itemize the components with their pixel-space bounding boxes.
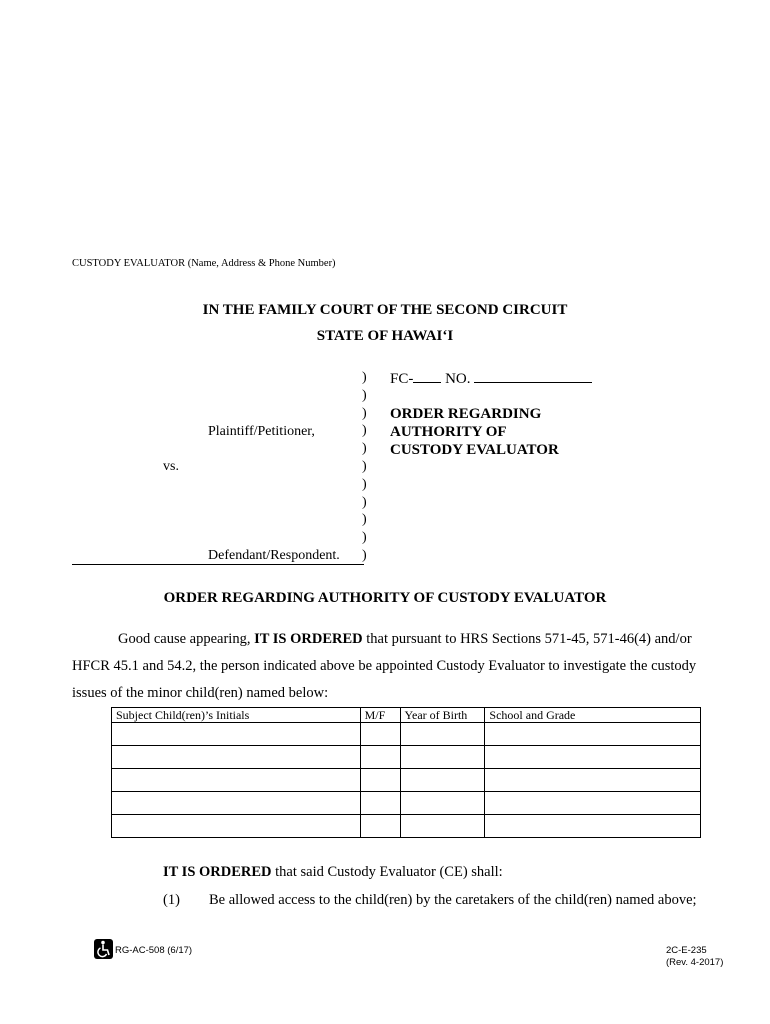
court-name: IN THE FAMILY COURT OF THE SECOND CIRCUIT (202, 302, 568, 318)
wheelchair-accessibility-icon (94, 939, 113, 959)
defendant-signature-line[interactable] (72, 564, 364, 565)
paren: ) (362, 547, 367, 563)
sex-cell[interactable] (360, 815, 400, 838)
birth-year-cell[interactable] (400, 746, 485, 769)
table-row (112, 746, 701, 769)
paren: ) (362, 512, 367, 528)
sex-cell[interactable] (360, 723, 400, 746)
caption-parentheses (362, 369, 367, 565)
birth-year-cell[interactable] (400, 792, 485, 815)
case-number (390, 369, 592, 388)
paren: ) (362, 530, 367, 546)
school-grade-cell[interactable] (485, 723, 701, 746)
initials-cell[interactable] (112, 815, 361, 838)
table-header-row (112, 708, 701, 723)
fc-prefix: FC- (390, 371, 414, 387)
fc-code-field[interactable] (413, 369, 441, 383)
order-title-line: AUTHORITY OF (390, 424, 507, 440)
ordered-rest: that said Custody Evaluator (CE) shall: (271, 864, 503, 880)
order-title-line: CUSTODY EVALUATOR (390, 442, 559, 458)
custody-evaluator-label: CUSTODY EVALUATOR (Name, Address & Phone Number) (72, 258, 336, 269)
paren: ) (362, 441, 367, 457)
plaintiff-label: Plaintiff/Petitioner, (208, 424, 315, 439)
form-number: RG-AC-508 (6/17) (115, 945, 193, 956)
school-grade-cell[interactable] (485, 815, 701, 838)
order-title (390, 405, 559, 459)
paren: ) (362, 370, 367, 385)
paren: ) (362, 405, 367, 421)
table-row (112, 792, 701, 815)
ordered-statement (163, 864, 503, 881)
para-bold: IT IS ORDERED (254, 631, 363, 647)
paren: ) (362, 423, 367, 439)
sex-cell[interactable] (360, 792, 400, 815)
birth-year-cell[interactable] (400, 815, 485, 838)
paren: ) (362, 387, 367, 403)
ordered-bold: IT IS ORDERED (163, 864, 272, 880)
paren: ) (362, 494, 367, 510)
initials-cell[interactable] (112, 746, 361, 769)
column-header: Year of Birth (400, 708, 485, 723)
order-title-line: ORDER REGARDING (390, 406, 542, 422)
column-header: M/F (360, 708, 400, 723)
state-name: STATE OF HAWAI‘I (316, 328, 454, 344)
column-header: School and Grade (485, 708, 701, 723)
school-grade-cell[interactable] (485, 746, 701, 769)
school-grade-cell[interactable] (485, 769, 701, 792)
form-code-line: 2C-E-235 (666, 945, 707, 956)
para-lead: Good cause appearing, (118, 631, 255, 647)
column-header: Subject Child(ren)’s Initials (112, 708, 361, 723)
paren: ) (362, 458, 367, 474)
initials-cell[interactable] (112, 792, 361, 815)
revision-date: (Rev. 4-2017) (666, 957, 724, 968)
initials-cell[interactable] (112, 723, 361, 746)
table-row (112, 769, 701, 792)
intro-paragraph (72, 626, 702, 707)
vs-label: vs. (163, 459, 179, 474)
para-rest: that pursuant to HRS Sections 571-45, 571-46(4) and/or HFCR 45.1 and 54.2, the person indicated above be appointed Custody Evaluator to investigate the custody issues of the minor child(ren) named below: (72, 631, 697, 701)
school-grade-cell[interactable] (485, 792, 701, 815)
form-code (666, 945, 723, 969)
table-row (112, 723, 701, 746)
initials-cell[interactable] (112, 769, 361, 792)
order-heading: ORDER REGARDING AUTHORITY OF CUSTODY EVALUATOR (163, 590, 607, 606)
case-number-field[interactable] (474, 369, 592, 383)
children-table (111, 707, 701, 838)
paren: ) (362, 476, 367, 492)
item-text: Be allowed access to the child(ren) by the caretakers of the child(ren) named above; (209, 892, 697, 908)
defendant-label: Defendant/Respondent. (208, 548, 340, 563)
birth-year-cell[interactable] (400, 769, 485, 792)
table-row (112, 815, 701, 838)
birth-year-cell[interactable] (400, 723, 485, 746)
sex-cell[interactable] (360, 769, 400, 792)
item-number: (1) (163, 892, 180, 908)
sex-cell[interactable] (360, 746, 400, 769)
no-label: NO. (445, 371, 471, 387)
